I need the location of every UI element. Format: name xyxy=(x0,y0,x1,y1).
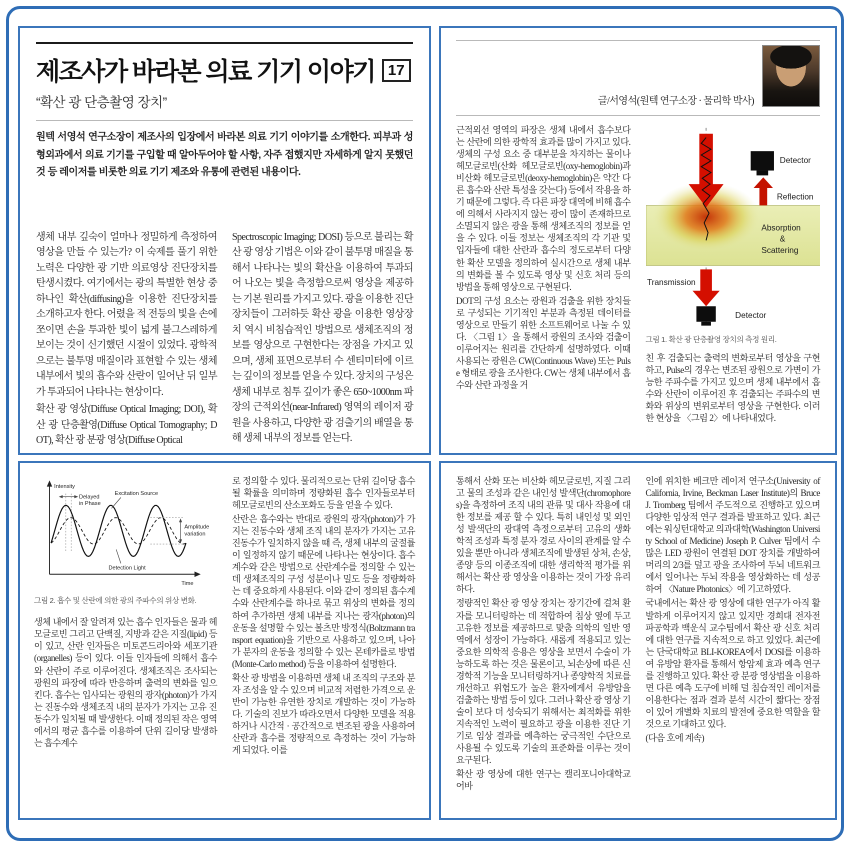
paragraph: DOT의 구성 요소는 광원과 검출을 위한 장치들로 구성되는 기기적인 부분과 측정된 데이터를 영상으로 만들기 위한 소프트웨어로 나눌 수 있다. 〈그림 1〉을 통해서 광원의 조사와 검출이 이루어지는 원리를 간단하게 설명하였다. 이때 사용되는 광원은 CW(Continuous Wave) 또는 Pulse 형태로 광을 조사한다. CW는 생체 내부에서 흡수와 산란 과정을 거 xyxy=(456,295,631,390)
amp-arrow-up xyxy=(179,518,182,522)
scattering-label: Scattering xyxy=(760,245,798,255)
detector-top-icon xyxy=(750,151,773,170)
issue-number-badge: 17 xyxy=(382,59,411,82)
y-axis-label: Intensity xyxy=(54,484,75,491)
ampersand-label: & xyxy=(779,234,785,244)
paragraph: 생체 내부 깊숙이 얼마나 정밀하게 측정하여 영상을 만들 수 있는가? 이 숙제를 풀기 위한 노력은 다양한 광 기반 의료영상 진단장치를 탄생시켰다. 여기에서는 광의 특별한 현상 중 하나인 확산(diffusing)을 이용한 진단장치를 소개하고자 한다. 어렸을 적 전등의 빛을 손에 쪼이면 손을 투과한 빛이 넓게 불그스레하게 보이는 것이 신기했던 시절이 있었다. 광학적으로는 불투명 매질이라 표현할 수 있는 생체 내부에서 빛의 흡수와 산란이 일어난 뒤 일부가 투과되어 나타나는 현상이다. xyxy=(36,231,217,398)
page2-column-1 xyxy=(456,124,631,424)
x-axis-label: Time xyxy=(181,581,194,588)
detector-bottom-icon xyxy=(696,306,715,322)
paragraph: 확산 광 영상에 대한 연구는 캘리포니아대학교 어바 xyxy=(456,769,631,792)
page4-column-1 xyxy=(456,475,631,792)
detector-bottom-nub xyxy=(701,322,711,326)
page1-column-2 xyxy=(232,230,413,449)
paragraph: 인에 위치한 베크만 레이저 연구소(University of California, Irvine, Beckman Laser Institute)의 Bruce J. Tromberg 팀에서 주도적으로 진행하고 있으며 다양한 임상적 연구 결과를 발표하고 있다. 최근에는 워싱턴대학교 의과대학(Washington University School of Medicine) Joseph P. Culver 팀에서 수많은 LED 광원이 연결된 DOT 장치를 개발하여 머리의 2/3를 덮고 광을 조사하여 두뇌 네트워크에서 일어나는 두뇌 작용을 영상화하는 데 성공하여 〈Nature Photonics〉에 기고하였다. xyxy=(645,476,820,595)
author-photo xyxy=(762,45,820,107)
detector-top-nub xyxy=(756,171,768,176)
x-axis-arrowhead xyxy=(195,572,201,577)
transmission-label: Transmission xyxy=(646,277,696,287)
header-bottom-rule xyxy=(456,115,820,116)
phase-arrow-left xyxy=(59,495,63,498)
article-subtitle: “확산 광 단층촬영 장치” xyxy=(36,95,167,110)
page-figure1-panel xyxy=(439,26,837,455)
page2-column-2 xyxy=(646,124,821,424)
page1-column-1 xyxy=(36,230,217,449)
paragraph: 근적외선 영역의 파장은 생체 내에서 흡수보다는 산란에 의한 광학적 효과를 많이 가지고 있다. 생체의 구성 요소 중 대부분을 차지하는 물이나 헤모글로빈(산화 헤모글로빈(oxy-hemoglobin)과 비산화 헤모글로빈(deoxy-hemoglobin)은 약간 다른 흡수와 산란 특성을 갖는다) 등에서 작용을 하기 때문에 그렇다. 즉 다른 파장 대역에 비해 흡수에 의해서 사라지지 않는 광이 많이 존재하므로 소멸되지 않은 광을 통해 생체조직의 정보를 얻을 수 있다. 이들 정보는 생체조직의 각 기관 및 입자들에 대한 산란과 흡수의 정도로부터 다양한 확산 모델을 정의하여 실시간으로 생체 내부의 변화를 볼 수 있도록 영상 및 신호 처리 등의 방법을 통해 영상으로 구현된다. xyxy=(456,125,631,292)
paragraph: 확산 광 영상(Diffuse Optical Imaging; DOI), 확산 광 단층촬영(Diffuse Optical Tomography; DOT), 확산 광 분광 영상(Diffuse Optical xyxy=(36,404,217,446)
page4-column-2 xyxy=(646,475,821,792)
delayed-label-1: Delayed xyxy=(78,494,100,501)
figure2-phase-chart xyxy=(34,475,217,591)
page-closing-panel xyxy=(439,461,837,820)
figure1-dot-principle-diagram xyxy=(646,124,821,330)
title-top-rule xyxy=(36,42,413,44)
paragraph: 로 정의할 수 있다. 물리적으로는 단위 길이당 흡수될 확률을 의미하며 정량화된 흡수 인자들로부터 헤모글로빈의 산소포화도 등을 얻을 수 있다. xyxy=(232,476,415,511)
to-be-continued-note: (다음 호에 계속) xyxy=(645,732,705,743)
detection-pointer xyxy=(116,549,121,563)
absorption-label: Absorption xyxy=(760,223,801,233)
transmission-arrow xyxy=(692,269,719,306)
y-axis-arrowhead xyxy=(47,480,52,486)
paragraph: 정량적인 확산 광 영상 장치는 장기간에 걸쳐 환자를 모니터링하는 데 적합하여 침상 옆에 두고 고유한 정보를 제공하므로 맞춤 의학의 일반 영역에서 성장이 가능하다. 새롭게 적용되고 있는 중요한 의학적 응용은 영상을 보면서 수술이 가능하도록 하는 것은 물론이고, 뇌손상에 따른 신경학적 기능을 모니터링하거나 종양학적 치료를 개선하고 위험도가 높은 환자에게서 유방암을 검출하는 방법 등이 있다. 그러나 확산 광 영상 기술이 보다 더 성숙되기 위해서는 최적화를 위한 지속적인 노력이 필요하고 광을 이용한 진단 기기로 임상 결과를 예측하는 궁극적인 수단으로 사용될 수 있도록 기술의 표준화를 이루는 것이 요구된다. xyxy=(456,598,631,766)
subtitle-divider xyxy=(36,120,413,121)
paragraph: 국내에서는 확산 광 영상에 대한 연구가 아직 활발하게 이루어지지 않고 있지만 경희대 전자전파공학과 백운식 교수팀에서 확산 광 신호 처리에 대한 연구를 지속적으로 하고 있었다. 최근에는 단국대학교 BLI-KOREA에서 DOSI를 이용하여 유방암 환자를 통해서 항암제 효과 예측 연구를 진행하고 있다. 확산 광 분광 영상법을 이용하면 다른 예측 도구에 비해 덜 침습적인 레이저를 이용한다는 점과 결과 분석 시간이 짧다는 장점이 있어 개별화 치료의 발전에 중요한 역할을 할 것으로 기대하고 있다. xyxy=(645,598,820,729)
article-intro: 원텍 서영석 연구소장이 제조사의 입장에서 바라본 의료 기기 이야기를 소개한다. 피부과 성형외과에서 의료 기기를 구입할 때 알아두어야 할 사항, 자주 접했지만 자세하게 알지 못했던 것 등 레이저를 비롯한 의료 기기 제조와 유통에 관련된 내용이다. xyxy=(36,132,413,178)
detection-label: Detection Light xyxy=(108,565,146,572)
author-header xyxy=(456,41,820,115)
figure1-caption: 그림 1. 확산 광 단층촬영 장치의 측정 원리. xyxy=(645,334,777,344)
phase-arrow-right xyxy=(74,495,78,498)
paragraph: 친 후 검출되는 출력의 변화로부터 영상을 구현하고, Pulse의 경우는 변조된 광원으로 가변이 가능한 주파수를 가지고 있으며 생체 내부에서 흡수와 산란이 이루어진 후 검출되는 주파수의 변화와 위상의 변위로부터 영상을 구현한다. 이러한 현상을 〈그림 2〉에 나타내었다. xyxy=(645,352,820,423)
reflection-arrow xyxy=(753,177,772,205)
paragraph: 확산 광 방법을 이용하면 생체 내 조직의 구조와 분자 조성을 알 수 있으며 비교적 저렴한 가격으로 운반이 가능한 유연한 장치로 개발하는 것이 가능하다. 기술의 진보가 따라오면서 다양한 모델을 적용하거나 시간적 · 공간적으로 변조된 광을 사용하여 산란과 흡수를 정량적으로 측정하는 것이 가능하게 되었다. 이를 xyxy=(232,672,415,756)
paragraph: Spectroscopic Imaging; DOSI) 등으로 불리는 확산 광 영상 기법은 이와 같이 불투명 매질을 통해서 나타나는 빛의 확산을 이용하여 투과되어 나오는 빛을 측정함으로써 영상을 제공하는 기본 원리를 가지고 있다. 광을 이용한 진단 장치들이 그러하듯 확산 광을 이용한 영상장치 역시 비침습적인 방법으로 생체조직의 정보를 영상으로 구현한다는 장점을 가지고 있으며, 생체 표면으로부터 수 센티미터에 이르는 깊이의 정보를 얻을 수 있다. 장치의 구성은 생체 내부로 침투 깊이가 좋은 650~1000nm 파장의 근적외선(near-Infrared) 영역의 레이저 광원을 사용하고, 다양한 광 검출기의 배열을 통해 생체 내부의 정보를 얻는다. xyxy=(232,231,413,444)
paragraph: 생체 내에서 잘 알려져 있는 흡수 인자들은 물과 헤모글로빈 그리고 단백질, 지방과 같은 지질(lipid) 등이 있고, 산란 인자들은 미토콘드리아와 세포기관(organelles) 등이 있다. 이들 인자들에 의해서 흡수와 산란이 주로 이루어진다. 생체조직은 조사되는 광원의 파장에 따라 반응하며 출력의 변화를 일으킨다. 흡수는 입사되는 광원의 광자(photon)가 가지는 진동수와 생체조직 내의 분자가 가지는 고유 진동수가 일치될 때 발생한다. 이때 정의된 작은 영역에서의 평균 흡수를 이용하여 단위 길이당 발생하는 흡수계수 xyxy=(34,617,217,748)
amp-label-1: Amplitude xyxy=(184,524,210,531)
detector-top-label: Detector xyxy=(779,155,811,165)
page-title-panel xyxy=(18,26,431,455)
article-title: 제조사가 바라본 의료 기기 이야기 xyxy=(36,58,375,86)
excitation-label: Excitation Source xyxy=(114,491,159,498)
page3-column-2 xyxy=(232,475,415,756)
paragraph: 통해서 산화 또는 비산화 헤모글로빈, 지질 그리고 물의 조성과 같은 내인성 발색단(chromophores)을 측정하여 조직 내의 관류 및 대사 작용에 대한 정보를 제공 할 수 있다. 특히 내인성 및 외인성 발색단의 광대역 측정으로부터 고유의 생화학적 조성과 특정 분자 경로 사이의 관계를 알 수 있을 뿐만 아니라 생체조직에 발생된 상처, 손상, 종양 등의 이종조직에 대한 생리학적 평가를 위해서는 확산 광 영상을 이용하는 것이 가장 유리하다. xyxy=(456,476,631,595)
paragraph: 산란은 흡수와는 반대로 광원의 광자(photon)가 가지는 진동수와 생체 조직 내의 분자가 가지는 고유진동수가 일치하지 않을 때 즉, 생체 내부의 굴절률이 일정하지 않기 때문에 나타나는 현상이다. 흡수계수와 같은 방법으로 산란계수를 정의할 수 있는데 생체조직의 구성 성분이나 밀도 등을 정량화하는 데 중요하게 사용된다. 이와 같이 정의된 흡수계수와 산란계수를 하나로 묶고 위상의 변화를 정의하여 추가하면 생체 내부를 지나는 광자(photon)의 운동을 설명할 수 있는 볼츠만 방정식(Boltzmann transport equation)을 기반으로 사용하고 있으며, 나아가 분자의 운동을 정의할 수 있는 몬테카를로 방법(Monte-Carlo method) 등을 이용하여 설명한다. xyxy=(232,514,415,669)
page3-column-1 xyxy=(34,475,217,756)
author-byline: 글/서영석(원텍 연구소장 · 물리학 박사) xyxy=(597,96,754,107)
detector-bottom-label: Detector xyxy=(734,310,766,320)
page-figure2-panel xyxy=(18,461,431,820)
reflection-label: Reflection xyxy=(776,192,813,202)
delayed-label-2: in Phase xyxy=(78,501,101,508)
excitation-pointer xyxy=(112,497,121,508)
figure2-caption: 그림 2. 흡수 및 산란에 의한 광의 주파수의 위상 변화. xyxy=(34,596,197,606)
amp-label-2: variation xyxy=(184,531,206,538)
